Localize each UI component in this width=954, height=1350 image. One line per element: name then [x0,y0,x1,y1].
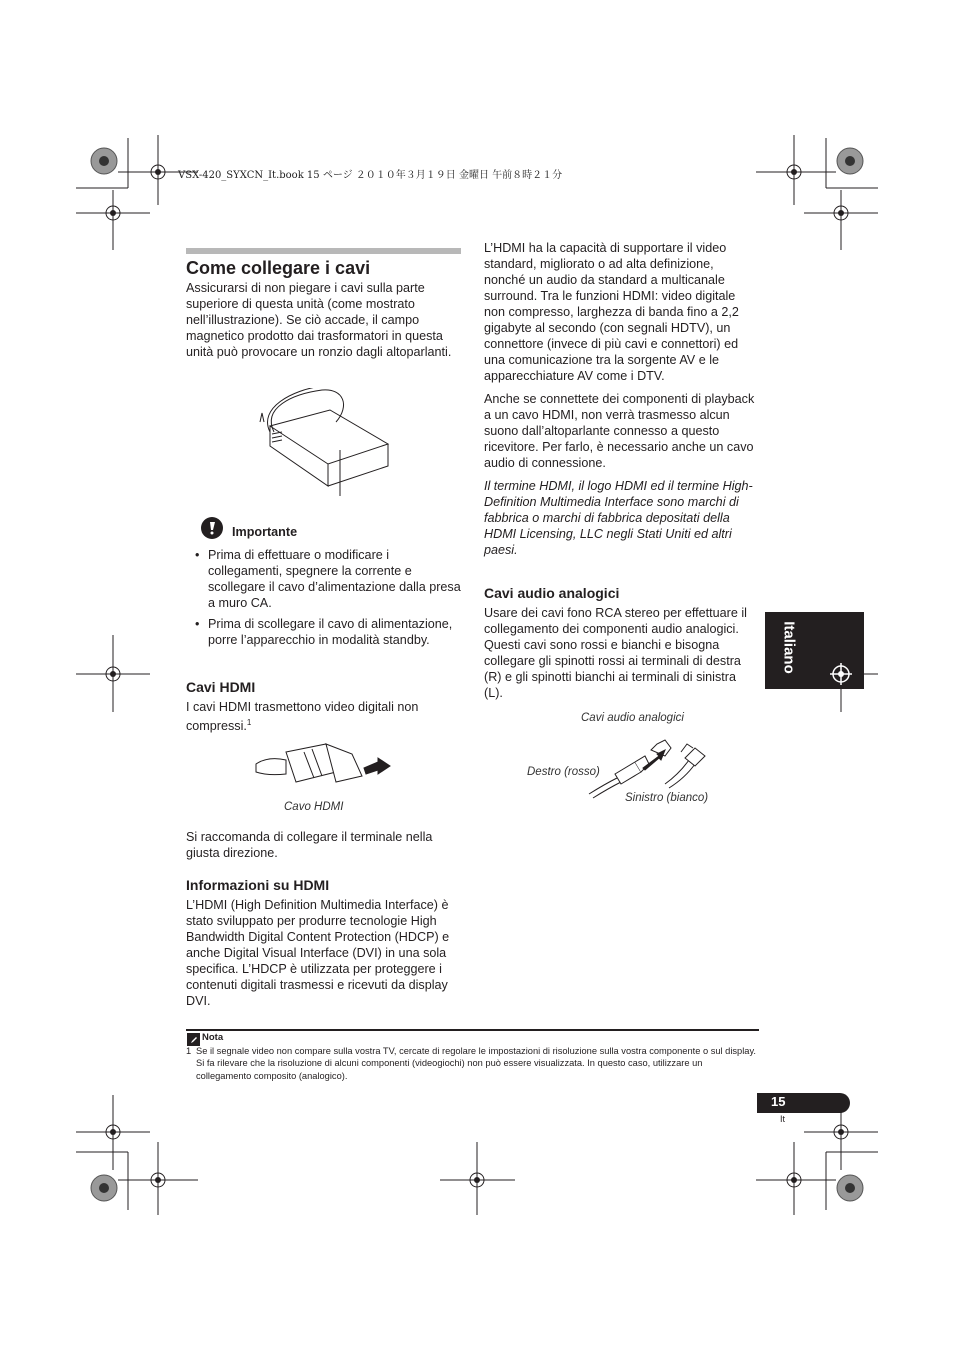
footnote-number: 1 [186,1046,192,1056]
hdmi-caption: Cavo HDMI [284,801,344,813]
pencil-icon [189,1035,199,1045]
receiver-cable-illustration [252,388,392,498]
important-list [186,547,462,653]
note-rule [186,1029,759,1031]
important-label: Importante [232,525,298,539]
exclamation-icon [206,521,219,535]
list-item: • Prima di effettuare o modificare i collegamenti, spegnere la corrente e scollegare il cavo d’alimentazione dalla presa a muro CA. [186,547,462,611]
hdmi-text [186,699,462,734]
section-title: Come collegare i cavi [186,258,371,278]
footnote-ref: 1 [246,718,252,727]
right-column-text [484,240,756,565]
playback-paragraph: Anche se connettete dei componenti di playback a un cavo HDMI, non verrà trasmesso alcun suono dall’altoparlante connesso a questo ricevitore. Per farlo, è necessario anche un cavo audio di connessione. [484,392,755,470]
analog-text: Usare dei cavi fono RCA stereo per effettuare il collegamento dei componenti audio analogici. Questi cavi sono rossi e bianchi e bisogna collegare gli spinotti rossi ai terminali di destra (R) e gli spinotti bianchi ai terminali di sinistra (L). [484,606,747,700]
right-channel-label: Destro (rosso) [527,766,600,778]
analog-figure-title: Cavi audio analogici [581,712,684,724]
hdmi-text-body: I cavi HDMI trasmettono video digitali non compressi. [186,700,419,734]
trademark-paragraph: Il termine HDMI, il logo HDMI ed il termine High-Definition Multimedia Interface sono marchi di fabbrica o marchi di fabbrica depositati della HDMI Licensing, LLC negli Stati Uniti ed altri paesi. [484,479,753,557]
list-item: • Prima di scollegare il cavo di alimentazione, porre l’apparecchio in modalità standby. [186,616,462,648]
page-number: 15 [771,1094,786,1109]
hdmi-capabilities-paragraph: L’HDMI ha la capacità di supportare il video standard, migliorato o ad alta definizione, nonché un audio da standard a multicanale surround. Tra le funzioni HDMI: video digitale non compresso, larghezza di banda fino a 2,2 gigabyte al secondo (con segnali HDTV), un connettore (invece di più cavi e connettori) ed una comunicazione tra la sorgente AV e le apparecchiature AV come i DTV. [484,241,739,383]
info-text: L’HDMI (High Definition Multimedia Interface) è stato sviluppato per produrre tecnologie High Bandwidth Digital Content Protection (HDCP) e anche Digital Visual Interface (DVI) in una sola specifica. L’HDCP è utilizzata per proteggere i contenuti digitali trasmessi e ricevuti da display DVI. [186,898,450,1008]
book-file-header: VSX-420_SYXCN_It.book 15 ページ ２０１０年３月１９日 金曜日 午前８時２１分 [178,170,563,181]
hdmi-cable-illustration [254,738,394,788]
hdmi-direction: Si raccomanda di collegare il terminale nella giusta direzione. [186,830,433,860]
hdmi-heading: Cavi HDMI [186,679,256,695]
language-tab-label: Italiano [780,621,798,674]
analog-heading: Cavi audio analogici [484,585,620,601]
footnote-text: Se il segnale video non compare sulla vostra TV, cercate di regolare le impostazioni di risoluzione sulla vostra componente o sul display. Si fa rilevare che la risoluzione di alcuni componenti (videogiochi) non può essere visualizzata. In questo caso, utilizzare un collegamento composito (analogico). [196,1046,757,1081]
left-channel-label: Sinistro (bianco) [625,792,709,804]
section-rule [186,248,461,254]
page-language-code: It [780,1114,786,1124]
page-number-tab [757,1093,850,1113]
info-heading: Informazioni su HDMI [186,877,330,893]
rca-cable-illustration [585,734,715,800]
side-tab-registration-mark [830,663,852,685]
note-label: Nota [202,1032,224,1043]
intro-paragraph: Assicurarsi di non piegare i cavi sulla parte superiore di questa unità (come mostrato nell’illustrazione). Se ciò accade, il campo magnetico prodotto dai trasformatori in questa unità può provocare un ronzio dagli altoparlanti. [186,281,452,359]
